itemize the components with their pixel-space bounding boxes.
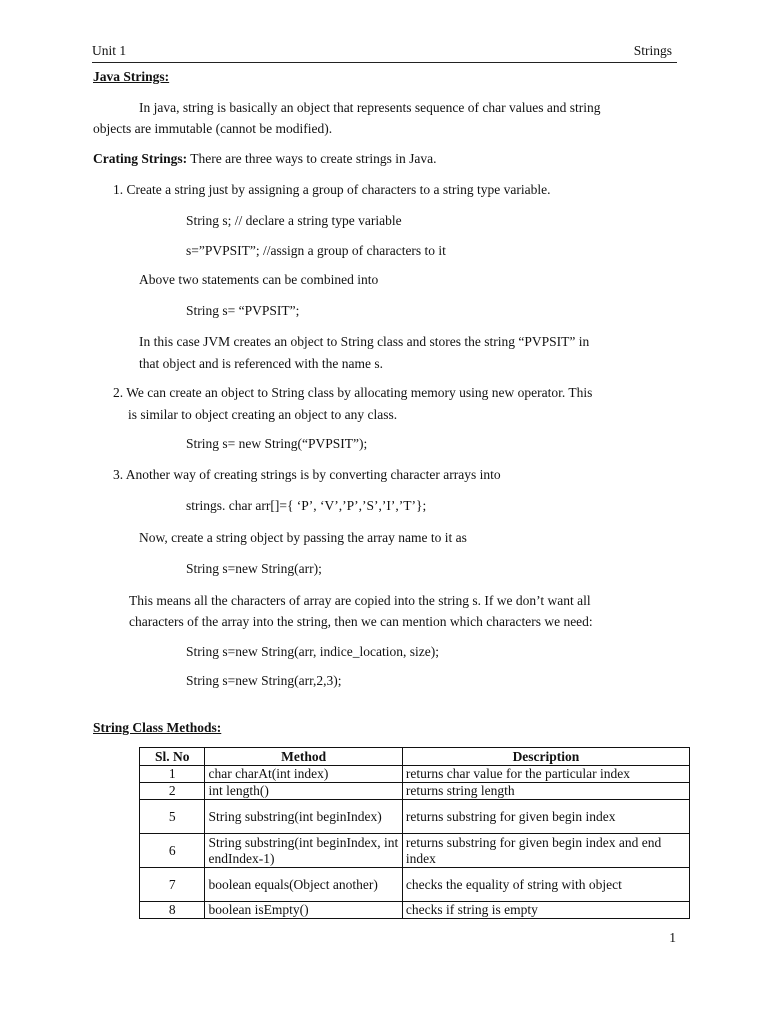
header-topic: Strings xyxy=(633,43,672,58)
cell-sl-no: 8 xyxy=(140,902,205,919)
cell-description: returns substring for given begin index xyxy=(402,800,689,834)
page-number: 1 xyxy=(669,930,676,945)
table-row xyxy=(140,868,690,902)
cell-description: returns char value for the particular index xyxy=(402,766,689,783)
cell-method: char charAt(int index) xyxy=(205,766,402,783)
cell-method: boolean equals(Object another) xyxy=(205,868,402,902)
item-2-line-1: 2. We can create an object to String class by allocating memory using new operator. This xyxy=(113,385,593,400)
column-header-sl-no: Sl. No xyxy=(140,748,205,766)
item-1-explanation-1: In this case JVM creates an object to String class and stores the string “PVPSIT” in xyxy=(139,334,590,349)
section-heading-string-class-methods: String Class Methods: xyxy=(93,720,222,735)
item-1-note: Above two statements can be combined into xyxy=(139,272,379,287)
cell-description: returns string length xyxy=(402,783,689,800)
cell-method: int length() xyxy=(205,783,402,800)
item-1-code-3: String s= “PVPSIT”; xyxy=(186,303,300,318)
item-2-line-2: is similar to object creating an object to any class. xyxy=(128,407,398,422)
item-3-code-3: String s=new String(arr, indice_location, size); xyxy=(186,644,440,659)
header-unit: Unit 1 xyxy=(92,43,127,58)
cell-sl-no: 2 xyxy=(140,783,205,800)
table-row xyxy=(140,902,690,919)
table-row xyxy=(140,834,690,868)
cell-method: boolean isEmpty() xyxy=(205,902,402,919)
cell-method: String substring(int beginIndex, int endIndex-1) xyxy=(205,834,402,868)
cell-description: checks the equality of string with object xyxy=(402,868,689,902)
section-heading-java-strings: Java Strings: xyxy=(93,69,170,84)
table-row xyxy=(140,766,690,783)
item-3-code-2: String s=new String(arr); xyxy=(186,561,322,576)
item-1-code-2: s=”PVPSIT”; //assign a group of characters to it xyxy=(186,243,446,258)
item-2-code: String s= new String(“PVPSIT”); xyxy=(186,436,368,451)
creating-strings-paragraph xyxy=(93,150,437,167)
table-header-row xyxy=(140,748,690,766)
string-methods-table xyxy=(139,747,690,919)
cell-description: checks if string is empty xyxy=(402,902,689,919)
cell-description: returns substring for given begin index and end index xyxy=(402,834,689,868)
item-3-line-1: 3. Another way of creating strings is by converting character arrays into xyxy=(113,467,501,482)
column-header-description: Description xyxy=(402,748,689,766)
cell-sl-no: 5 xyxy=(140,800,205,834)
cell-method: String substring(int beginIndex) xyxy=(205,800,402,834)
table-row xyxy=(140,783,690,800)
cell-sl-no: 1 xyxy=(140,766,205,783)
item-3-code-4: String s=new String(arr,2,3); xyxy=(186,673,342,688)
column-header-method: Method xyxy=(205,748,402,766)
creating-strings-text: There are three ways to create strings in Java. xyxy=(187,151,437,166)
item-3-note: Now, create a string object by passing the array name to it as xyxy=(139,530,467,545)
cell-sl-no: 7 xyxy=(140,868,205,902)
item-3-explanation-2: characters of the array into the string, then we can mention which characters we need: xyxy=(129,614,593,629)
item-3-explanation-1: This means all the characters of array are copied into the string s. If we don’t want all xyxy=(129,593,591,608)
intro-line-1: In java, string is basically an object that represents sequence of char values and string xyxy=(139,100,601,115)
creating-strings-label: Crating Strings: xyxy=(93,151,188,166)
item-1-code-1: String s; // declare a string type variable xyxy=(186,213,402,228)
table-row xyxy=(140,800,690,834)
header-rule xyxy=(92,62,677,63)
item-1-explanation-2: that object and is referenced with the name s. xyxy=(139,356,384,371)
item-3-code-1: strings. char arr[]={ ‘P’, ‘V’,’P’,’S’,’I’,’T’}; xyxy=(186,498,427,513)
intro-line-2: objects are immutable (cannot be modified). xyxy=(93,121,333,136)
item-1-text: 1. Create a string just by assigning a group of characters to a string type variable. xyxy=(113,182,551,197)
cell-sl-no: 6 xyxy=(140,834,205,868)
